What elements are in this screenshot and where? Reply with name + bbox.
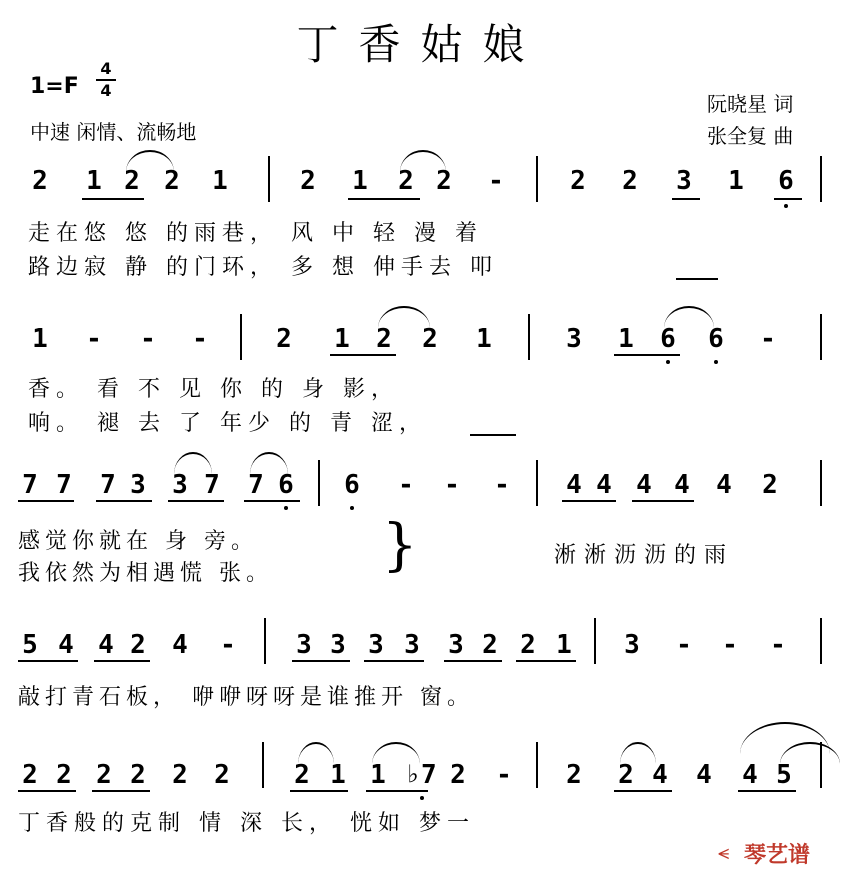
note: 2 [622,166,638,196]
lyrics-verse-1: 敲打青石板， 咿咿呀呀是谁推开 窗。 [18,685,474,710]
underline [516,660,576,662]
note: 2 [294,760,310,790]
note: 5 [776,760,792,790]
note: 2 [762,470,778,500]
slur [664,306,714,328]
lower-octave-dot [284,506,288,510]
note: 6 [278,470,294,500]
note: 2 [32,166,48,196]
note: 2 [450,760,466,790]
note: 1 [330,760,346,790]
lower-octave-dot [420,796,424,800]
underline [96,500,152,502]
barline [528,314,530,360]
watermark-logo: 琴艺谱 [744,843,811,868]
note: 2 [164,166,180,196]
note: 3 [130,470,146,500]
note: 3 [624,630,640,660]
note: 2 [172,760,188,790]
slur [620,742,656,764]
note: 5 [22,630,38,660]
dash: - [444,470,460,500]
lyrics-verse-2: 路边寂 静 的门环， 多 想 伸手去 叩 [28,255,498,280]
lyrics-shared: 淅淅沥沥的雨 [554,543,735,568]
dash: - [676,630,692,660]
note: 1 [370,760,386,790]
piano-logo-icon: ⪪ [718,840,730,864]
note: 2 [436,166,452,196]
lyrics-verse-1: 丁香般的克制 情 深 长， 恍如 梦一 [18,811,475,836]
lyrics-verse-1: 香。 看 不 见 你 的 身 影， [28,377,399,402]
underline [18,500,74,502]
note: 3 [448,630,464,660]
note: 1 [352,166,368,196]
dash: - [192,324,208,354]
note: 4 [674,470,690,500]
note: 6 [708,324,724,354]
note: 7 [100,470,116,500]
dash: - [760,324,776,354]
note: 3 [404,630,420,660]
underline [774,198,802,200]
verse-brace: } [382,513,418,578]
note: 4 [98,630,114,660]
barline [536,460,538,506]
underline [672,198,700,200]
flat-note: ♭7 [405,760,437,790]
underline [244,500,300,502]
note: 4 [742,760,758,790]
note: 2 [520,630,536,660]
note: 1 [86,166,102,196]
underline [168,500,224,502]
song-title: 丁香姑娘 [296,20,545,69]
lyricist-credit: 阮晓星 词 [707,92,794,116]
note: 2 [56,760,72,790]
slur [400,150,446,172]
underline [444,660,502,662]
note: 2 [130,630,146,660]
note: 4 [652,760,668,790]
lyrics-verse-2: 响。 褪 去 了 年少 的 青 涩， [28,411,427,436]
underline [292,660,350,662]
underline [82,198,144,200]
time-sig-top: 4 [100,59,112,78]
note: 7 [56,470,72,500]
slur [298,742,334,764]
note: 2 [124,166,140,196]
barline [318,460,320,506]
underline [614,354,680,356]
note: 4 [566,470,582,500]
barline [262,742,264,788]
barline [820,460,822,506]
underline [348,198,420,200]
note: 4 [172,630,188,660]
underline [94,660,150,662]
key-signature: 1=F [30,74,79,99]
note: 4 [696,760,712,790]
note: 2 [300,166,316,196]
note: 2 [376,324,392,354]
lower-octave-dot [666,360,670,364]
lower-octave-dot [784,204,788,208]
note: 2 [22,760,38,790]
note: 1 [618,324,634,354]
barline [264,618,266,664]
note: 1 [728,166,744,196]
time-sig-bottom: 4 [100,81,112,100]
underline [330,354,396,356]
dash: - [140,324,156,354]
dash: - [220,630,236,660]
note: 2 [130,760,146,790]
slur [126,150,174,172]
note: 2 [482,630,498,660]
barline [594,618,596,664]
note: 6 [344,470,360,500]
underline [290,790,348,792]
dash: - [722,630,738,660]
underline [676,278,718,280]
note: 1 [556,630,572,660]
note: 1 [476,324,492,354]
underline [92,790,150,792]
composer-credit: 张全复 曲 [707,124,794,148]
underline [18,660,78,662]
slur [174,452,212,474]
tempo-marking: 中速 闲情、流畅地 [30,120,197,144]
note: 4 [716,470,732,500]
barline [820,618,822,664]
note: 1 [212,166,228,196]
underline [614,790,672,792]
slur [250,452,288,474]
note: 4 [596,470,612,500]
note: 2 [398,166,414,196]
underline [366,790,428,792]
barline [820,314,822,360]
barline [240,314,242,360]
note: 4 [636,470,652,500]
barline [536,156,538,202]
lower-octave-dot [350,506,354,510]
barline [268,156,270,202]
lower-octave-dot [714,360,718,364]
note: 7 [22,470,38,500]
time-signature [96,60,116,100]
note: 7 [248,470,264,500]
underline [562,500,616,502]
note: 2 [618,760,634,790]
note: 2 [570,166,586,196]
note: 6 [778,166,794,196]
note: 2 [96,760,112,790]
underline [738,790,796,792]
note: 3 [172,470,188,500]
underline [18,790,76,792]
note: 3 [676,166,692,196]
dash: - [770,630,786,660]
note: 2 [566,760,582,790]
note: 4 [58,630,74,660]
barline [820,742,822,788]
underline [632,500,694,502]
note: 2 [422,324,438,354]
note: 1 [32,324,48,354]
barline [820,156,822,202]
lyrics-verse-1: 感觉你就在 身 旁。 [18,529,258,554]
barline [536,742,538,788]
dash: - [86,324,102,354]
dash: - [398,470,414,500]
note: 3 [330,630,346,660]
dash: - [488,166,504,196]
note: 3 [566,324,582,354]
note: 6 [660,324,676,354]
lyrics-verse-2: 我依然为相遇慌 张。 [18,561,273,586]
note: 3 [296,630,312,660]
dash: - [496,760,512,790]
note: 1 [334,324,350,354]
underline [364,660,424,662]
note: 3 [368,630,384,660]
lyrics-verse-1: 走在悠 悠 的雨巷， 风 中 轻 漫 着 [28,221,483,246]
slur [372,742,420,764]
slur [378,306,430,328]
dash: - [494,470,510,500]
note: 7 [204,470,220,500]
note: 2 [214,760,230,790]
underline [470,434,516,436]
note: 2 [276,324,292,354]
